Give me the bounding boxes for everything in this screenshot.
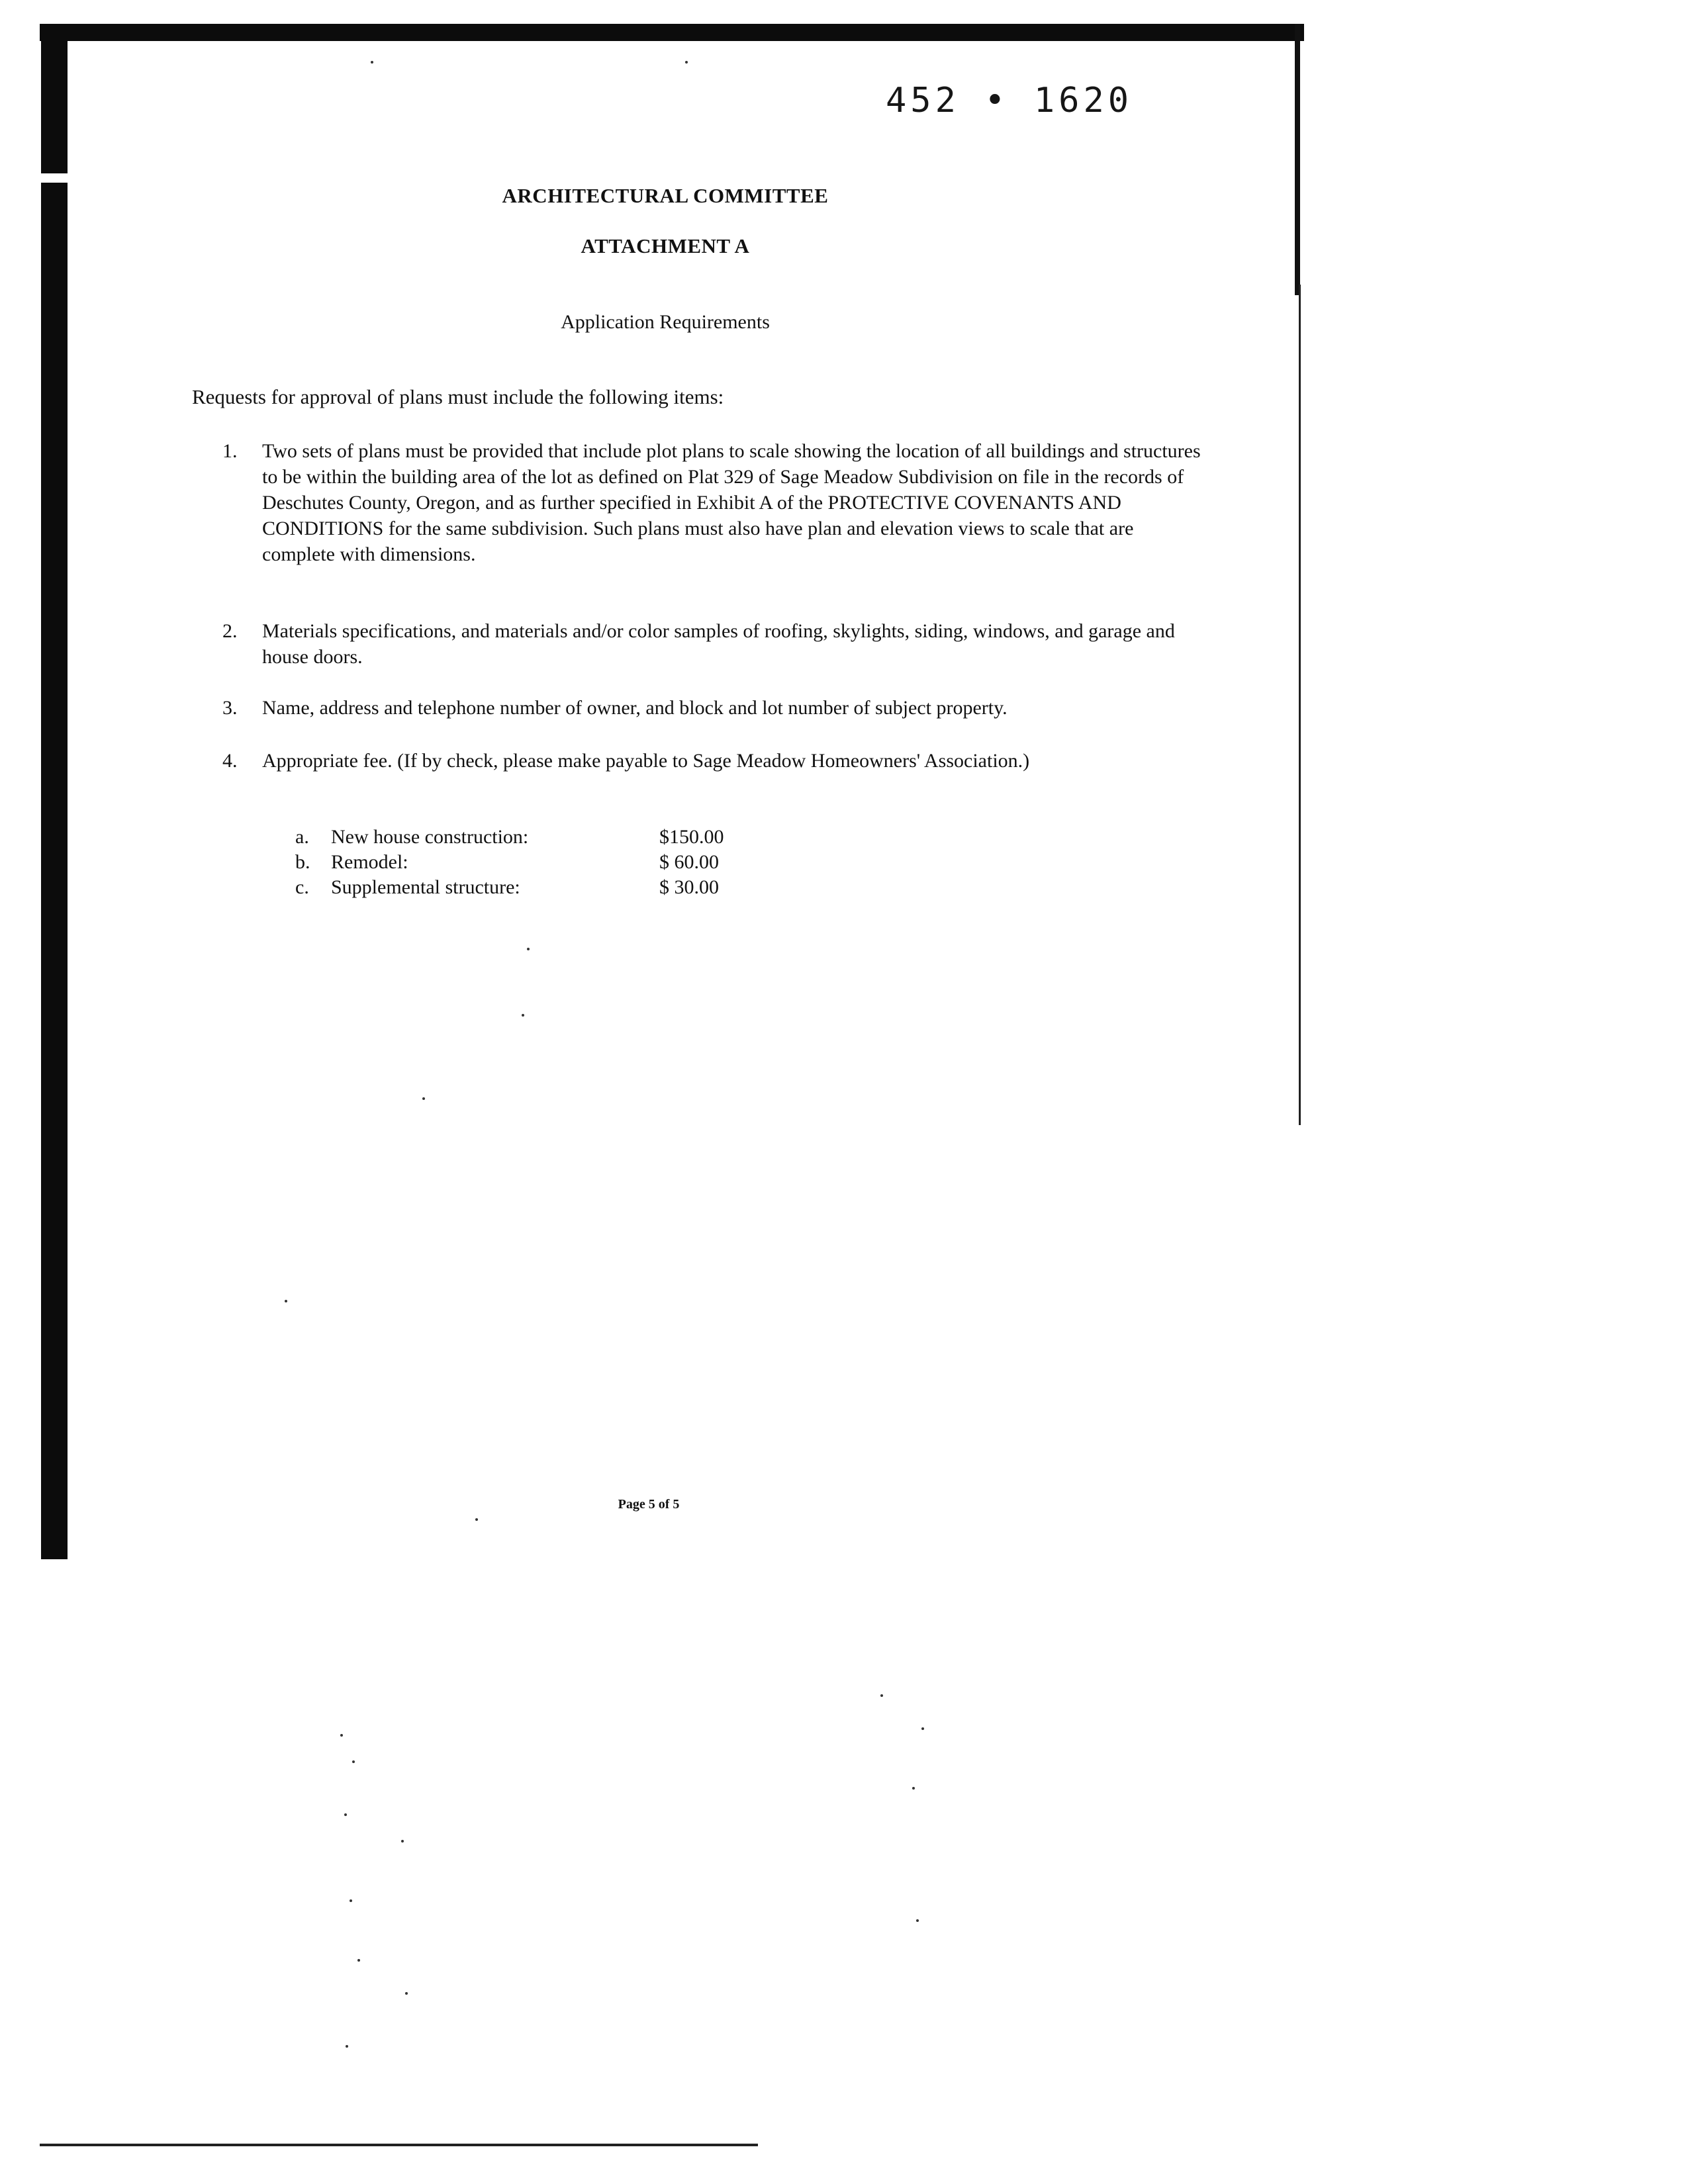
scan-speck [527,948,530,950]
scan-speck [916,1919,919,1922]
fee-amount: $ 30.00 [659,876,719,898]
scan-speck [880,1694,883,1697]
scan-speck [405,1992,408,1995]
document-title: ARCHITECTURAL COMMITTEE [502,184,829,207]
requirement-number: 4. [222,750,238,772]
scan-speck [522,1014,524,1017]
fee-label: New house construction: [331,826,529,848]
stamp-book: 452 [886,81,960,120]
fee-label: Supplemental structure: [331,876,520,898]
scan-speck [912,1787,915,1790]
scan-speck [371,61,373,64]
scan-border-gap [41,173,68,183]
requirement-number: 1. [222,440,238,462]
scan-speck [475,1518,478,1521]
scan-speck [401,1840,404,1843]
intro-paragraph: Requests for approval of plans must include the following items: [192,385,724,408]
fee-letter: c. [295,876,309,898]
scan-speck [685,61,688,64]
scan-speck [422,1097,425,1100]
scan-speck [344,1813,347,1816]
fee-amount: $ 60.00 [659,851,719,873]
fee-label: Remodel: [331,851,408,873]
scan-border-top [40,24,1304,41]
requirement-number: 2. [222,620,238,642]
recording-stamp [886,81,1133,120]
scan-speck [346,2045,348,2048]
scan-speck [357,1959,360,1962]
fee-letter: b. [295,851,310,873]
requirement-text: Materials specifications, and materials and/or color samples of roofing, skylights, siding, windows, and garage and house doors. [262,620,1175,668]
scan-bottom-line [40,2144,758,2146]
scan-speck [285,1300,287,1302]
scan-speck [352,1760,355,1763]
scan-speck [340,1734,343,1737]
attachment-label: ATTACHMENT A [581,234,750,257]
scan-speck [921,1727,924,1730]
requirement-text: Appropriate fee. (If by check, please make payable to Sage Meadow Homeowners' Association.) [262,750,1030,772]
stamp-separator: • [984,81,1009,120]
fee-amount: $150.00 [659,826,724,848]
fee-letter: a. [295,826,309,848]
requirement-text: Two sets of plans must be provided that include plot plans to scale showing the location of all buildings and structures to be within the building area of the lot as defined on Plat 329 of Sage Meadow Subdivision on file in the records of Deschutes County, Oregon, and as further specified in Exhibit A of the PROTECTIVE COVENANTS AND CONDITIONS for the same subdivision. Such plans must also have plan and elevation views to scale that are complete with dimensions. [262,440,1201,565]
requirement-text: Name, address and telephone number of owner, and block and lot number of subject property. [262,697,1008,719]
scan-speck [350,1899,352,1902]
requirement-number: 3. [222,697,238,719]
stamp-page: 1620 [1033,81,1133,120]
scan-edge-line [1299,285,1301,1125]
document-subtitle: Application Requirements [561,311,770,333]
page-number: Page 5 of 5 [618,1497,680,1512]
